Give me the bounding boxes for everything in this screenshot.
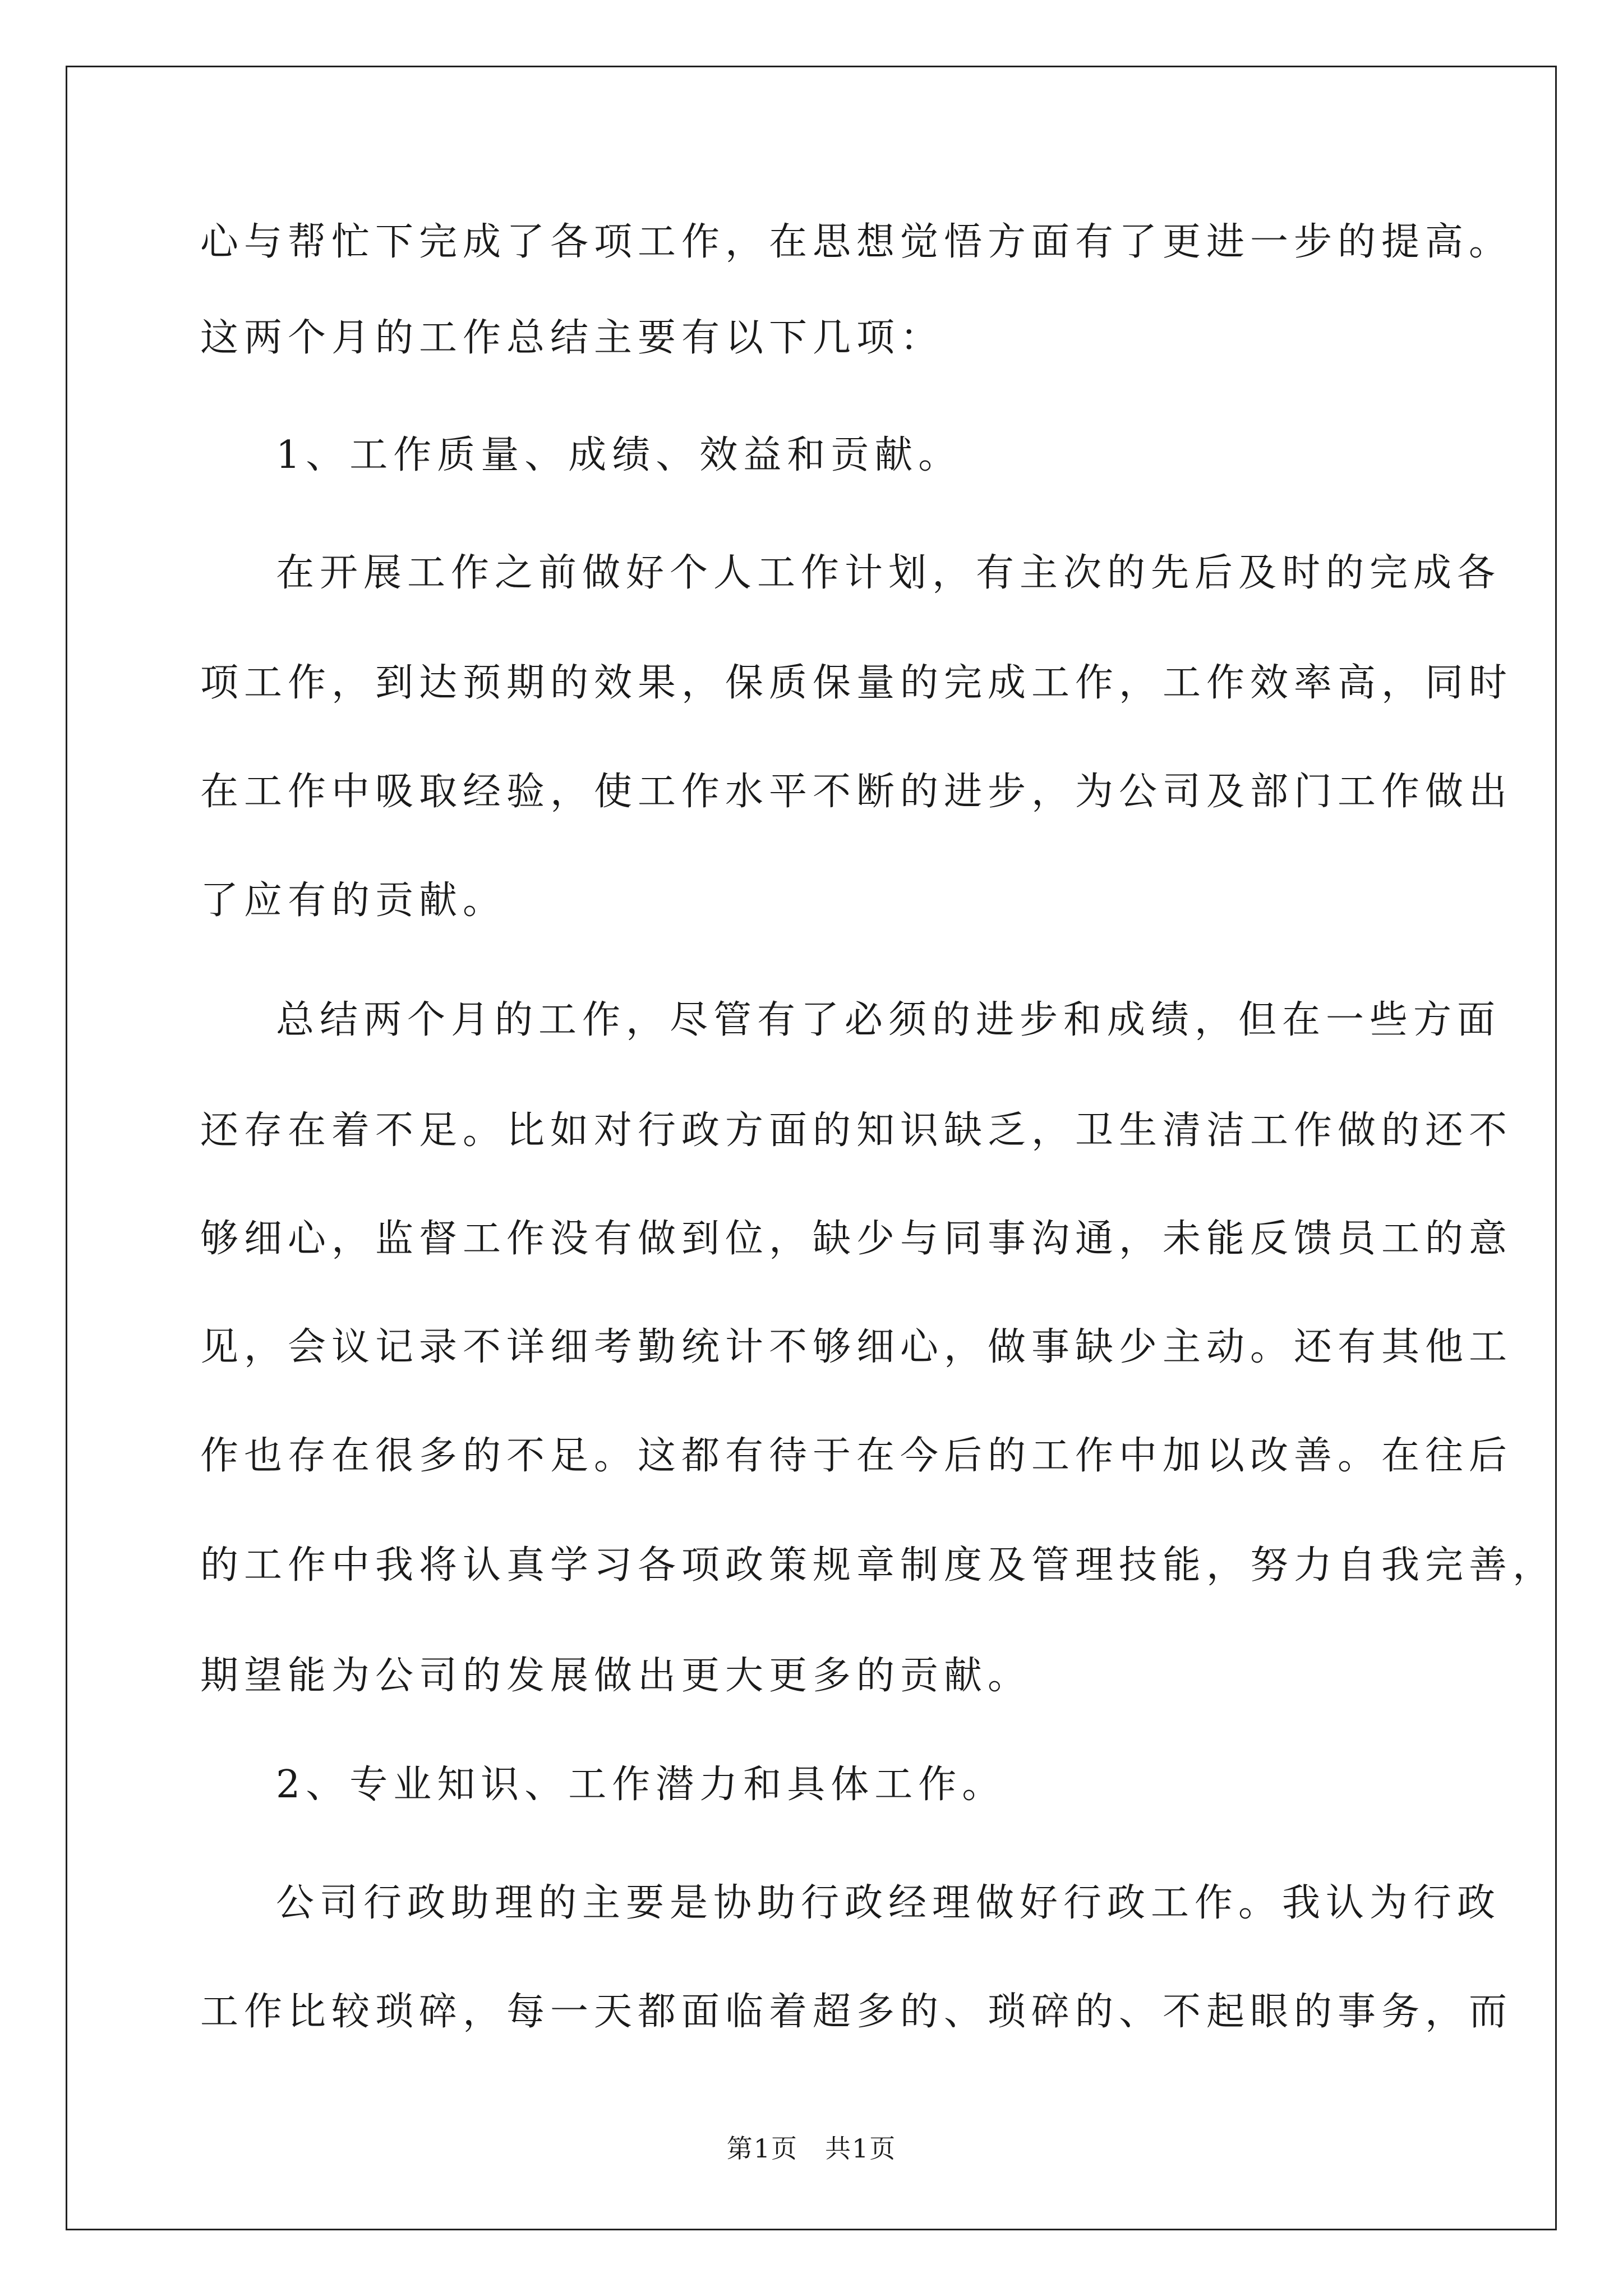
text-line: 公司行政助理的主要是协助行政经理做好行政工作。我认为行政 — [276, 1881, 1501, 1925]
text-line: 总结两个月的工作，尽管有了必须的进步和成绩，但在一些方面 — [276, 998, 1501, 1042]
text-line: 心与帮忙下完成了各项工作，在思想觉悟方面有了更进一步的提高。 — [200, 220, 1513, 264]
text-line: 这两个月的工作总结主要有以下几项： — [200, 316, 944, 360]
section-heading: 1、工作质量、成绩、效益和贡献。 — [276, 433, 962, 477]
page-footer: 第1页 共1页 — [726, 2133, 897, 2164]
section-heading: 2、专业知识、工作潜力和具体工作。 — [276, 1763, 1006, 1807]
text-line: 还存在着不足。比如对行政方面的知识缺乏，卫生清洁工作做的还不 — [200, 1108, 1513, 1153]
text-line: 在工作中吸取经验，使工作水平不断的进步，为公司及部门工作做出 — [200, 770, 1513, 814]
text-line: 项工作，到达预期的效果，保质保量的完成工作，工作效率高，同时 — [200, 661, 1513, 705]
text-line: 工作比较琐碎，每一天都面临着超多的、琐碎的、不起眼的事务，而 — [200, 1990, 1513, 2034]
text-line: 见，会议记录不详细考勤统计不够细心，做事缺少主动。还有其他工 — [200, 1325, 1513, 1369]
text-line: 在开展工作之前做好个人工作计划，有主次的先后及时的完成各 — [276, 551, 1501, 595]
text-line: 的工作中我将认真学习各项政策规章制度及管理技能，努力自我完善， — [200, 1543, 1557, 1588]
text-line: 作也存在很多的不足。这都有待于在今后的工作中加以改善。在往后 — [200, 1434, 1513, 1478]
text-line: 够细心，监督工作没有做到位，缺少与同事沟通，未能反馈员工的意 — [200, 1217, 1513, 1261]
text-line: 了应有的贡献。 — [200, 878, 507, 923]
text-line: 期望能为公司的发展做出更大更多的贡献。 — [200, 1654, 1032, 1698]
